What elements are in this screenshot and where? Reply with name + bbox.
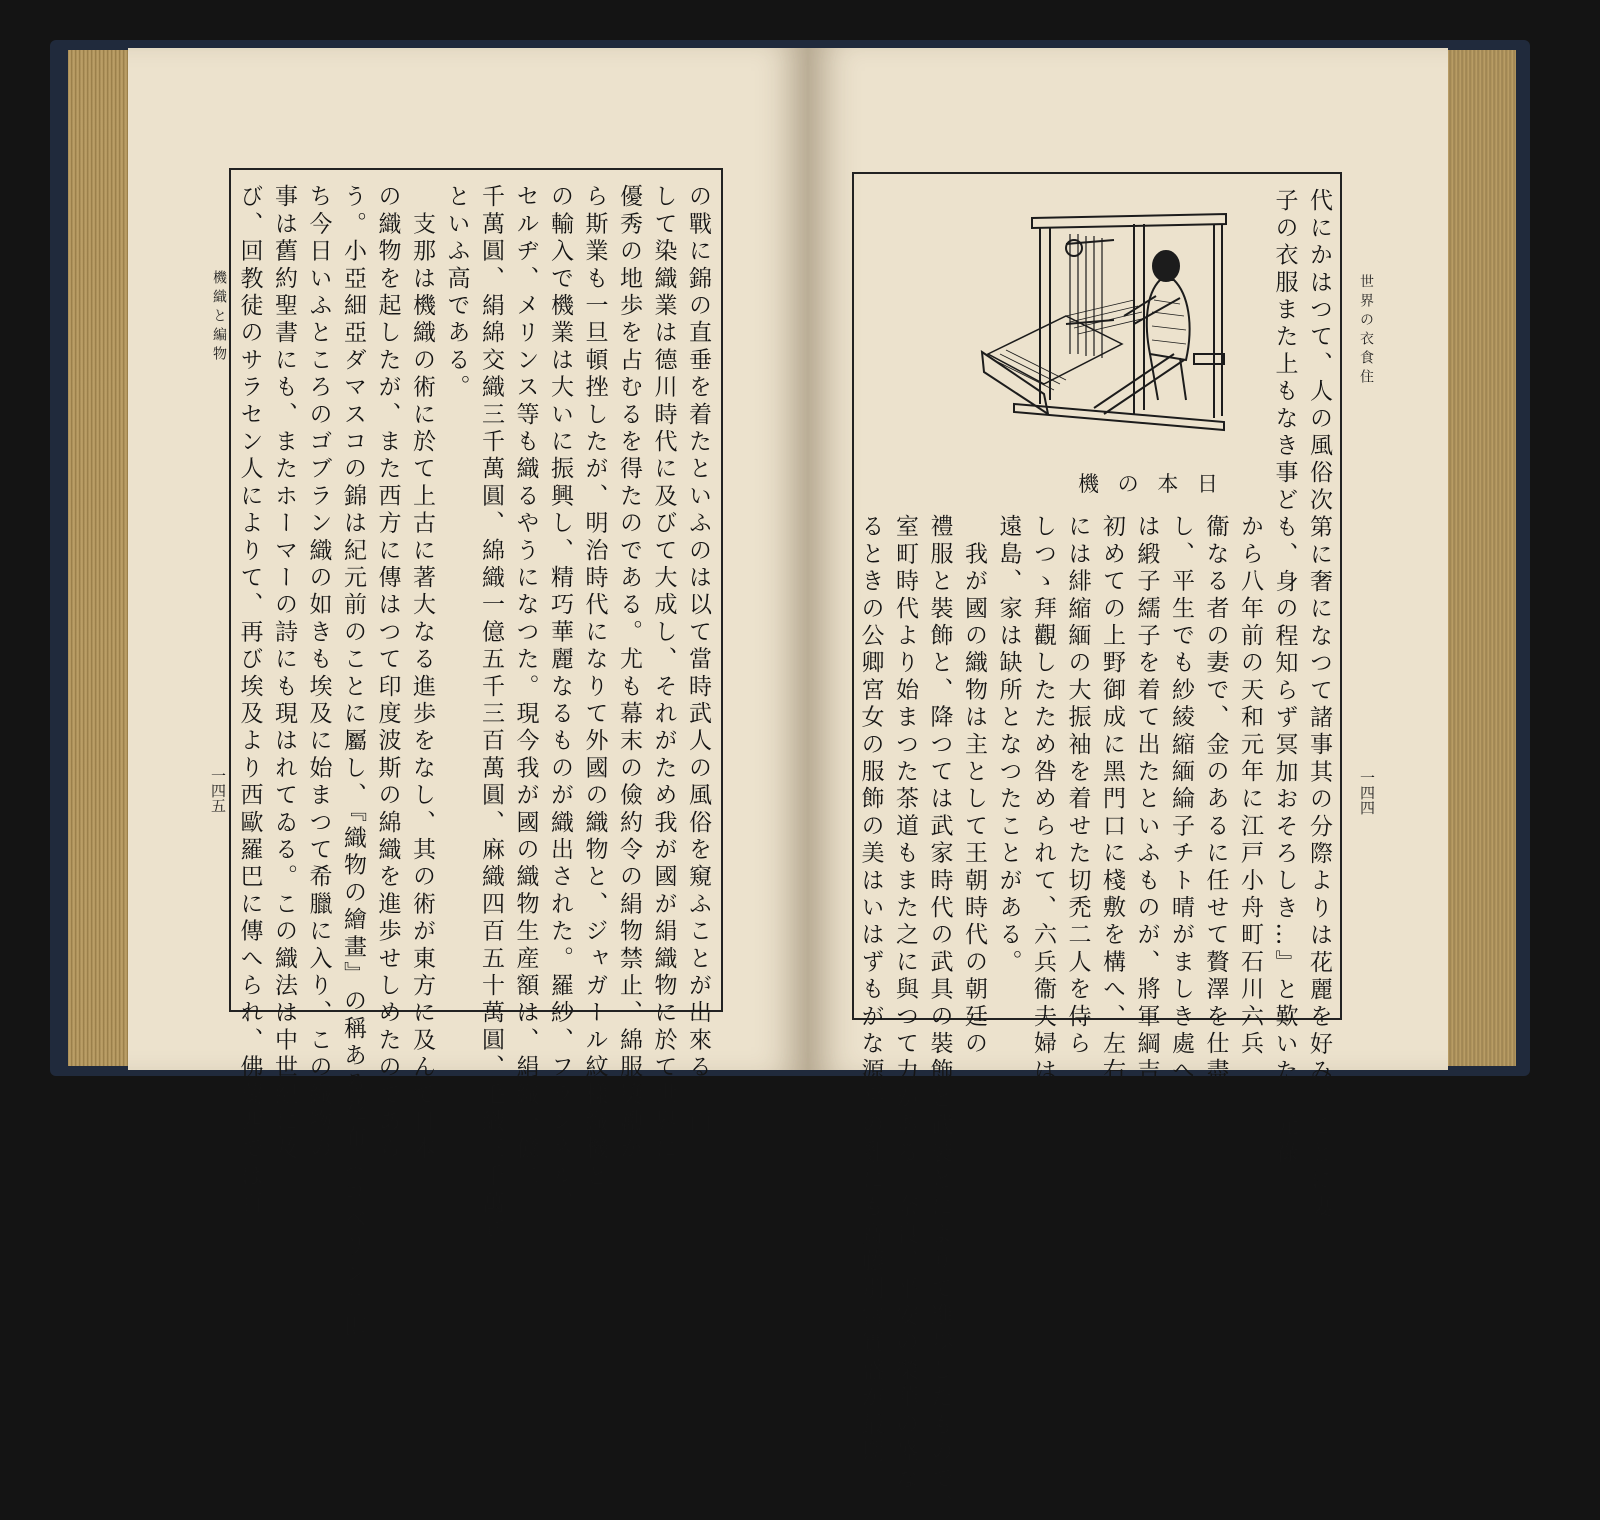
loom-back-post: [1040, 228, 1050, 404]
left-page-number: 一四五: [209, 768, 227, 813]
weaver-legs: [1150, 354, 1186, 400]
weaver-body: [1147, 280, 1190, 360]
loom-with-weaver-illustration: [974, 204, 1244, 434]
caption-char: 日: [1196, 472, 1218, 496]
left-running-head: 機織と編物: [211, 270, 227, 365]
left-page: [128, 48, 808, 1343]
caption-char: 機: [1078, 472, 1099, 496]
weaver-head: [1153, 251, 1179, 281]
weaver-clothing-lines: [1152, 300, 1186, 344]
loom-front-post: [1214, 224, 1222, 418]
caption-char: 本: [1157, 472, 1179, 496]
right-body-text-top: 代にかはつて、人の風俗次第に奢になつて諸事其の分際よりは花麗を好み、ことに妻 子の衣服また上もなき事ども、身の程知らず冥加おそろしき…』と歎いた。元祿: [1271, 188, 1332, 1222]
right-text-frame: [852, 172, 1342, 1520]
left-body-text: の戰に錦の直垂を着たといふのは以て當時武人の風俗を窺ふことが出來る。而 して染織業は德川時代に及びて大成し、それがため我が國が絹織物に於て世界に 優秀の地歩を占むるを得たのである。尤も幕末の儉約令の絹物禁止、綿服奬勵か ら斯業も一旦頓挫したが、明治時代になりて外國の織物と、ジャガール紋樣織機と の輸入で機業は大いに振興し、精巧華麗なるものが織出された。羅紗、フランネル、 セルヂ、メリンス等も織るやうになつた。現今我が國の織物生産額は、絹織一億二 千萬圓、絹綿交織三千萬圓、綿織一億五千三百萬圓、麻織四百五十萬圓、毛織三千萬圓 といふ高である。 支那は機織の術に於て上古に著大なる進歩をなし、其の術が東方に及んで日本 の織物を起したが、また西方に傳はつて印度波斯の綿織を進歩せしめたのであら う。小亞細亞ダマスコの錦は紀元前のことに屬し、『織物の繪畫』の稱ある花布（ゴベリン）即 ち今日いふところのゴブラン織の如きも埃及に始まつて希臘に入り、この織物の 事は舊約聖書にも、またホーマーの詩にも現はれてゐる。この織法は中世紀に及 び、回教徒のサラセン人によりて、再び埃及より西歐羅巴に傳へられ、佛蘭西では百: [236, 184, 711, 1343]
right-page-number: 一四四: [1358, 770, 1376, 815]
loom-heddle-bars: [1066, 240, 1114, 324]
loom-top-beam: [1032, 214, 1226, 228]
illustration-caption: [1078, 468, 1218, 498]
right-body-text-lower: から八年前の天和元年に江戸小舟町石川六兵 衞なる者の妻で、金のあるに任せて贅澤を仕盡 し、平生でも紗綾縮緬綸子チト晴がましき處へ は緞子繻子を着て出たといふものが、將軍綱吉 初めての上野御成に黑門口に棧敷を構へ、左右 には緋縮緬の大振袖を着せた切禿二人を侍ら しつゝ拜觀したため咎められて、六兵衞夫婦は 遠島、家は缺所となつたことがある。 我が國の織物は主として王朝時代の朝廷の 禮服と裝飾と、降つては武家時代の武具の裝飾と武裝とによりて進歩したもので、 室町時代より始まつた茶道もまた之に與つて力がある。奈良、平安の榮華の盛な るときの公卿宮女の服飾の美はいはずもがな源平の亂にも齋藤別當實盛が最期: [857, 514, 1263, 1520]
loom-treadle: [1094, 354, 1184, 414]
caption-char: の: [1117, 472, 1139, 496]
left-text-frame: [229, 168, 723, 1343]
weaver-stool: [1194, 354, 1224, 364]
right-page: [808, 48, 1448, 1520]
right-running-head: 世界の衣食住: [1358, 274, 1374, 388]
loom-heddles: [1070, 234, 1102, 358]
page-edges-right: [1436, 50, 1516, 1066]
loom-base: [1014, 404, 1224, 430]
